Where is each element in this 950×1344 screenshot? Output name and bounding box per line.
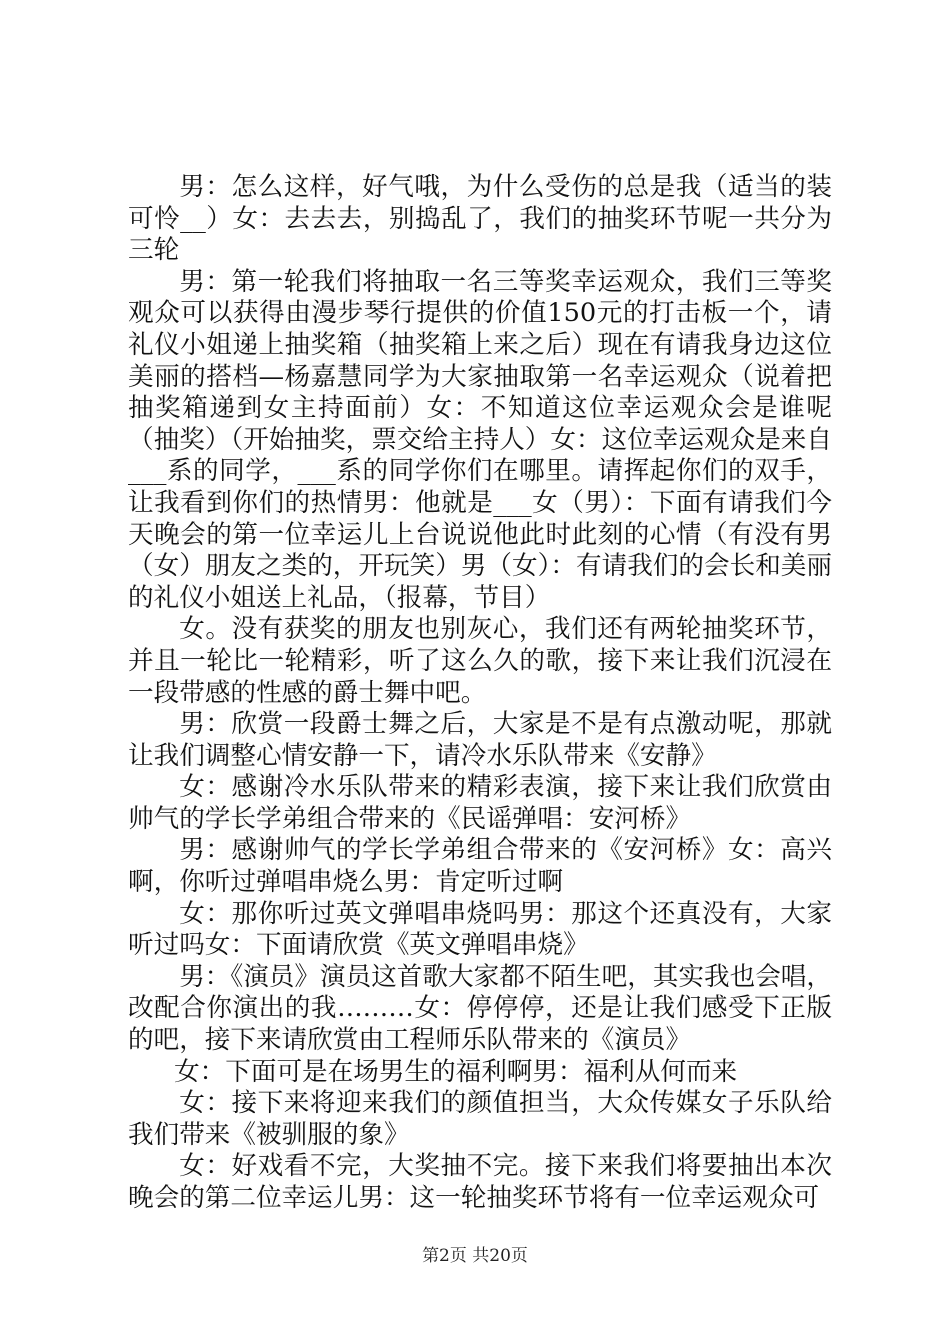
paragraph: 男：欣赏一段爵士舞之后，大家是不是有点激动呢，那就让我们调整心情安静一下，请冷水乐队带来《安静》 [128, 709, 832, 771]
paragraph: 女：接下来将迎来我们的颜值担当，大众传媒女子乐队给我们带来《被驯服的象》 [128, 1088, 832, 1150]
paragraph: 男：感谢帅气的学长学弟组合带来的《安河桥》女：高兴啊，你听过弹唱串烧么男：肯定听过啊 [128, 835, 832, 898]
paragraph: 男：第一轮我们将抽取一名三等奖幸运观众，我们三等奖观众可以获得由漫步琴行提供的价值150元的打击板一个，请礼仪小姐递上抽奖箱（抽奖箱上来之后）现在有请我身边这位美丽的搭档—杨嘉慧同学为大家抽取第一名幸运观众（说着把抽奖箱递到女主持面前）女：不知道这位幸运观众会是谁呢（抽奖）（开始抽奖，票交给主持人）女：这位幸运观众是来自___系的同学，___系的同学你们在哪里。请挥起你们的双手，让我看到你们的热情男：他就是___女（男）：下面有请我们今天晚会的第一位幸运儿上台说说他此时此刻的心情（有没有男（女）朋友之类的，开玩笑）男（女）：有请我们的会长和美丽的礼仪小姐送上礼品，（报幕，节目） [128, 266, 832, 613]
paragraph: 女：好戏看不完，大奖抽不完。接下来我们将要抽出本次晚会的第二位幸运儿男：这一轮抽奖环节将有一位幸运观众可 [128, 1151, 832, 1213]
paragraph: 男：《演员》演员这首歌大家都不陌生吧，其实我也会唱，改配合你演出的我………女：停停停，还是让我们感受下正版的吧，接下来请欣赏由工程师乐队带来的《演员》 [128, 961, 832, 1056]
paragraph: 女。没有获奖的朋友也别灰心，我们还有两轮抽奖环节，并且一轮比一轮精彩，听了这么久的歌，接下来让我们沉浸在一段带感的性感的爵士舞中吧。 [128, 614, 832, 708]
body-text [128, 172, 832, 1215]
paragraph: 女：下面可是在场男生的福利啊男：福利从何而来 [174, 1056, 738, 1087]
page-number-footer: 第2页 共20页 [422, 1246, 528, 1266]
paragraph: 女：感谢冷水乐队带来的精彩表演，接下来让我们欣赏由帅气的学长学弟组合带来的《民谣弹唱：安河桥》 [128, 772, 832, 834]
paragraph: 女：那你听过英文弹唱串烧吗男：那这个还真没有，大家听过吗女：下面请欣赏《英文弹唱串烧》 [128, 898, 832, 961]
paragraph: 男：怎么这样，好气哦，为什么受伤的总是我（适当的装可怜__）女：去去去，别捣乱了，我们的抽奖环节呢一共分为三轮 [128, 172, 832, 266]
